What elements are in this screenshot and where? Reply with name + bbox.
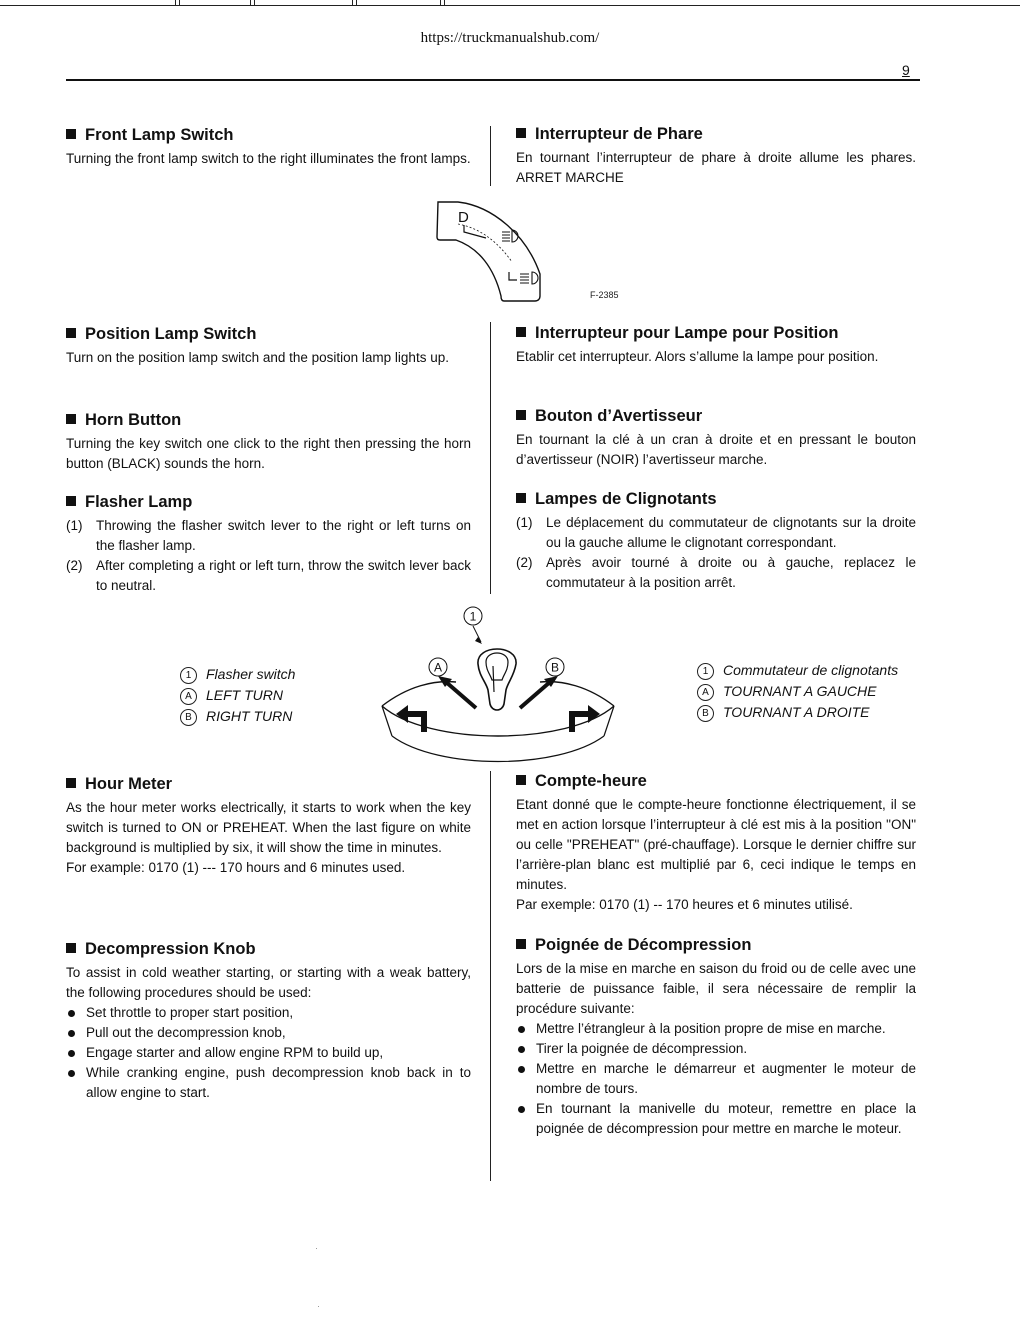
section-body: To assist in cold weather starting, or starting with a weak battery, the following procedures should be used: — [66, 965, 471, 1000]
list-item: (2) After completing a right or left turn, throw the switch lever back to neutral. — [66, 558, 471, 593]
section-heading: Interrupteur de Phare — [516, 125, 916, 144]
section-horn-en — [66, 411, 471, 474]
list-item: Pull out the decompression knob, — [66, 1023, 471, 1043]
section-decompression-en — [66, 940, 471, 1103]
registration-tick — [175, 0, 180, 6]
section-front-lamp-fr — [516, 125, 916, 188]
section-flasher-en — [66, 493, 471, 596]
section-heading: Front Lamp Switch — [66, 126, 471, 145]
callout-a — [429, 658, 447, 676]
svg-text:A: A — [433, 660, 443, 675]
column-divider — [490, 126, 491, 186]
section-body: Turning the key switch one click to the right then pressing the horn button (BLACK) sounds the horn. — [66, 436, 471, 471]
square-bullet-icon — [516, 493, 526, 503]
list-item: Mettre l’étrangleur à la position propre de mise en marche. — [516, 1019, 916, 1039]
figure-code: F-2385 — [590, 290, 619, 300]
top-border-line — [0, 5, 1020, 6]
callout-marker: 1 — [180, 667, 197, 684]
legend-row: B TOURNANT A DROITE — [697, 702, 898, 723]
callout-b — [546, 658, 564, 676]
scan-speck — [316, 1248, 317, 1249]
section-body: Etablir cet interrupteur. Alors s’allume la lampe pour position. — [516, 349, 879, 364]
square-bullet-icon — [516, 128, 526, 138]
bullet-list — [516, 1019, 916, 1139]
bullet-dot-icon — [518, 1046, 525, 1053]
legend-row: 1 Flasher switch — [180, 664, 295, 685]
section-heading: Flasher Lamp — [66, 493, 471, 512]
legend-row: A LEFT TURN — [180, 685, 295, 706]
section-heading: Decompression Knob — [66, 940, 471, 959]
square-bullet-icon — [66, 328, 76, 338]
section-body: En tournant la clé à un cran à droite et en pressant le bouton d’avertisseur (NOIR) l’avertisseur marche. — [516, 432, 916, 467]
square-bullet-icon — [516, 410, 526, 420]
callout-marker: B — [180, 709, 197, 726]
section-example: For example: 0170 (1) --- 170 hours and 6 minutes used. — [66, 860, 406, 875]
callout-marker: A — [180, 688, 197, 705]
registration-tick — [440, 0, 445, 6]
square-bullet-icon — [516, 775, 526, 785]
list-item: While cranking engine, push decompression knob back in to allow engine to start. — [66, 1063, 471, 1103]
svg-text:B: B — [550, 660, 560, 675]
section-heading: Lampes de Clignotants — [516, 490, 916, 509]
lamp-switch-diagram — [434, 198, 546, 304]
headlamp-high-icon — [509, 272, 538, 284]
switch-lever — [478, 649, 516, 710]
header-rule — [66, 79, 920, 81]
flasher-legend-en — [180, 664, 295, 727]
numbered-list — [66, 516, 471, 596]
source-url: https://truckmanualshub.com/ — [420, 30, 600, 46]
legend-row: B RIGHT TURN — [180, 706, 295, 727]
section-heading: Interrupteur pour Lampe pour Position — [516, 324, 916, 343]
flasher-legend-fr — [697, 660, 898, 723]
square-bullet-icon — [66, 943, 76, 953]
list-item: Set throttle to proper start position, — [66, 1003, 471, 1023]
section-position-lamp-fr — [516, 324, 916, 367]
section-body: Etant donné que le compte-heure fonctionne électriquement, il se met en action lorsque l’interrupteur à clé est mis à la position "ON" ou celle "PREHEAT" (pré-chauffage). Lorsque le dernier chiffre sur l’arrière-plan blanc est multiplié par 6, ceci indique le temps en minutes. — [516, 797, 916, 892]
registration-tick — [352, 0, 357, 6]
registration-tick — [250, 0, 255, 6]
list-item: En tournant la manivelle du moteur, remettre en place la poignée de décompression pour mettre en marche le moteur. — [516, 1099, 916, 1139]
svg-text:D: D — [458, 209, 469, 226]
section-hour-meter-fr — [516, 772, 916, 915]
section-example: Par exemple: 0170 (1) -- 170 heures et 6 minutes utilisé. — [516, 897, 853, 912]
square-bullet-icon — [66, 414, 76, 424]
bullet-dot-icon — [518, 1106, 525, 1113]
bullet-dot-icon — [68, 1030, 75, 1037]
scan-speck — [318, 1306, 319, 1307]
numbered-list — [516, 513, 916, 593]
callout-marker: A — [697, 684, 714, 701]
bullet-dot-icon — [518, 1026, 525, 1033]
bullet-dot-icon — [68, 1070, 75, 1077]
section-body: Turning the front lamp switch to the right illuminates the front lamps. — [66, 151, 471, 166]
bullet-dot-icon — [68, 1010, 75, 1017]
square-bullet-icon — [66, 778, 76, 788]
section-position-lamp-en — [66, 325, 471, 368]
page-number: 9 — [902, 62, 910, 78]
section-flasher-fr — [516, 490, 916, 593]
callout-marker: 1 — [697, 663, 714, 680]
svg-text:1: 1 — [469, 609, 477, 624]
section-heading: Poignée de Décompression — [516, 936, 916, 955]
section-heading: Horn Button — [66, 411, 471, 430]
bullet-dot-icon — [518, 1066, 525, 1073]
list-item: Mettre en marche le démarreur et augmenter le moteur de nombre de tours. — [516, 1059, 916, 1099]
square-bullet-icon — [66, 129, 76, 139]
bullet-list — [66, 1003, 471, 1103]
list-item: (1) Throwing the flasher switch lever to the right or left turns on the flasher lamp. — [66, 518, 471, 553]
list-item: Tirer la poignée de décompression. — [516, 1039, 916, 1059]
section-heading: Bouton d’Avertisseur — [516, 407, 916, 426]
section-heading: Hour Meter — [66, 775, 471, 794]
list-item: (2) Après avoir tourné à droite ou à gauche, replacez le commutateur à la position arrêt. — [516, 555, 916, 590]
section-body: Turn on the position lamp switch and the position lamp lights up. — [66, 350, 449, 365]
column-divider — [490, 322, 491, 594]
legend-row: 1 Commutateur de clignotants — [697, 660, 898, 681]
legend-row: A TOURNANT A GAUCHE — [697, 681, 898, 702]
section-body: As the hour meter works electrically, it starts to work when the key switch is turned to ON or PREHEAT. When the last figure on white background is multiplied by six, it will show the time in minutes. — [66, 800, 471, 855]
square-bullet-icon — [516, 939, 526, 949]
section-front-lamp-en — [66, 126, 471, 169]
section-heading: Position Lamp Switch — [66, 325, 471, 344]
left-turn-arrow-icon — [438, 676, 476, 708]
section-body: En tournant l’interrupteur de phare à droite allume les phares. ARRET MARCHE — [516, 150, 916, 185]
section-horn-fr — [516, 407, 916, 470]
bullet-dot-icon — [68, 1050, 75, 1057]
list-item: Engage starter and allow engine RPM to build up, — [66, 1043, 471, 1063]
section-body: Lors de la mise en marche en saison du froid ou de celle avec une batterie de puissance faible, il sera nécessaire de remplir la procédure suivante: — [516, 961, 916, 1016]
square-bullet-icon — [516, 327, 526, 337]
section-heading: Compte-heure — [516, 772, 916, 791]
flasher-switch-diagram — [378, 604, 618, 770]
square-bullet-icon — [66, 496, 76, 506]
right-turn-arrow-icon — [520, 676, 558, 708]
callout-marker: B — [697, 705, 714, 722]
column-divider — [490, 771, 491, 1181]
switch-plate — [382, 682, 614, 762]
section-decompression-fr — [516, 936, 916, 1139]
section-hour-meter-en — [66, 775, 471, 878]
headlamp-low-icon — [502, 230, 518, 242]
callout-1 — [464, 607, 482, 644]
list-item: (1) Le déplacement du commutateur de clignotants sur la droite ou la gauche allume le clignotant correspondant. — [516, 515, 916, 550]
